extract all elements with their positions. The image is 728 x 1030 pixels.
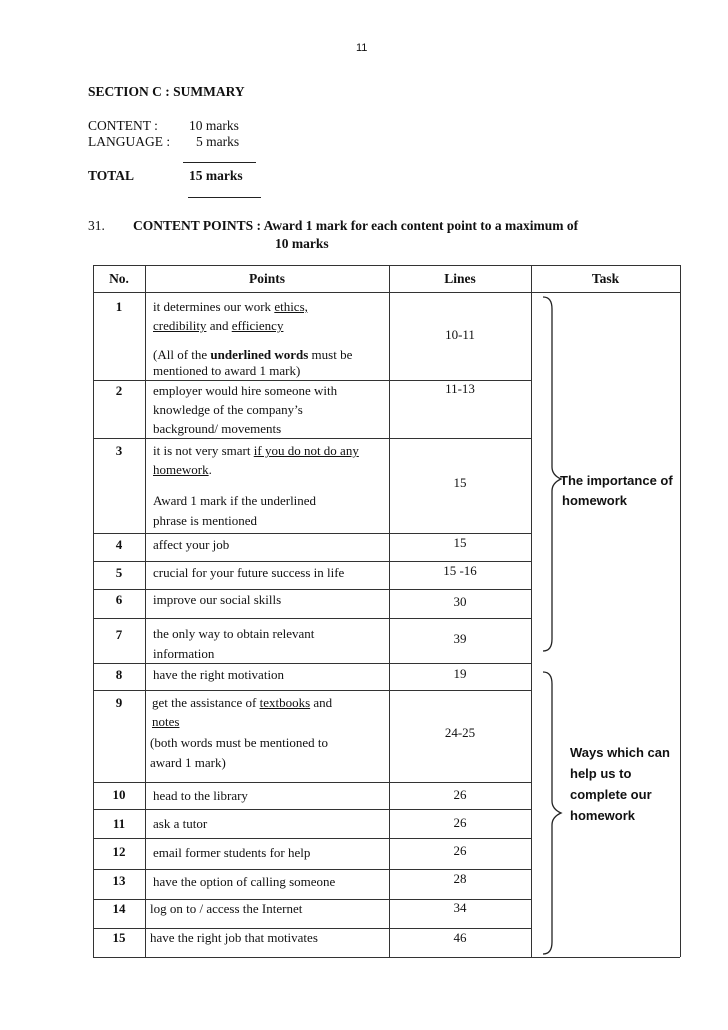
content-label: CONTENT :: [88, 118, 158, 133]
row-number: 7: [115, 627, 123, 642]
line-ref: 24-25: [444, 725, 476, 740]
task-importance-line1: The importance of: [560, 473, 673, 488]
point-text: [153, 316, 283, 335]
note-bold: underlined words: [210, 347, 309, 362]
row-divider: [93, 292, 680, 293]
point-text: have the right motivation: [153, 667, 285, 682]
point-text: homework.: [153, 462, 212, 477]
row-divider: [93, 265, 680, 266]
point-text-part: it determines our work: [153, 299, 275, 314]
page-number: 11: [356, 42, 368, 54]
point-text: have the right job that motivates: [150, 930, 318, 945]
point-text-part: it is not very smart: [153, 443, 254, 458]
sum-rule-top: [183, 162, 256, 163]
row-divider: [93, 809, 531, 810]
content-value: 10 marks: [189, 118, 239, 133]
line-ref: 30: [453, 594, 467, 609]
point-text-part: and: [310, 695, 333, 710]
point-text: the only way to obtain relevant: [153, 626, 315, 641]
table-border-right: [680, 265, 681, 957]
task-ways-line1: Ways which can: [570, 745, 670, 760]
point-text: ask a tutor: [153, 816, 208, 831]
note-part: (All of the: [153, 347, 211, 362]
point-text: head to the library: [153, 788, 248, 803]
row-number: 2: [115, 383, 123, 398]
underlined-keyword: notes: [152, 714, 180, 729]
row-number: 11: [112, 816, 126, 831]
line-ref: 46: [453, 930, 467, 945]
line-ref: 34: [453, 900, 467, 915]
point-text-part: and: [206, 318, 232, 333]
question-instruction-cont: 10 marks: [275, 236, 329, 251]
row-divider: [93, 618, 531, 619]
underlined-keyword: efficiency: [231, 318, 284, 333]
marking-note: phrase is mentioned: [153, 513, 257, 528]
header-lines: Lines: [444, 271, 476, 286]
task-importance-line2: homework: [562, 493, 628, 508]
total-value: 15 marks: [189, 168, 243, 183]
line-ref: 11-13: [445, 381, 475, 396]
row-divider: [93, 838, 531, 839]
point-text: affect your job: [153, 537, 230, 552]
task-ways-line2: help us to: [570, 766, 632, 781]
point-text: knowledge of the company’s: [153, 402, 303, 417]
marking-note: (both words must be mentioned to: [150, 735, 329, 750]
header-points: Points: [248, 271, 285, 286]
task-ways-line3: complete our: [570, 787, 652, 802]
row-divider: [93, 782, 531, 783]
line-ref: 28: [453, 871, 467, 886]
col-divider: [531, 265, 532, 957]
line-ref: 10-11: [445, 327, 475, 342]
sum-rule-bottom: [188, 197, 261, 198]
point-text: [152, 693, 332, 712]
marking-note: Award 1 mark if the underlined: [153, 493, 317, 508]
language-value: 5 marks: [196, 134, 240, 149]
row-divider: [93, 438, 531, 439]
point-text: have the option of calling someone: [153, 874, 336, 889]
col-divider: [145, 265, 146, 957]
point-text: information: [153, 646, 215, 661]
task-ways-line4: homework: [570, 808, 636, 823]
row-number: 4: [115, 537, 123, 552]
row-number: 5: [115, 565, 123, 580]
language-label: LANGUAGE :: [88, 134, 171, 149]
line-ref: 15: [453, 535, 467, 550]
row-number: 6: [115, 592, 123, 607]
header-no: No.: [109, 271, 129, 286]
line-ref: 19: [453, 666, 467, 681]
question-number: 31.: [88, 218, 105, 233]
row-number: 9: [115, 695, 123, 710]
right-brace-icon: [541, 670, 563, 956]
row-number: 12: [112, 844, 126, 859]
point-text: crucial for your future success in life: [153, 565, 345, 580]
section-title: SECTION C : SUMMARY: [88, 84, 245, 99]
point-text: email former students for help: [153, 845, 311, 860]
row-number: 10: [112, 787, 126, 802]
line-ref: 39: [453, 631, 467, 646]
point-text: employer would hire someone with: [153, 383, 338, 398]
row-number: 14: [112, 901, 126, 916]
table-border-bottom: [93, 957, 680, 958]
row-divider: [93, 690, 531, 691]
note-part: must be: [308, 347, 353, 362]
row-number: 3: [115, 443, 123, 458]
row-number: 8: [115, 667, 123, 682]
underlined-keyword: credibility: [153, 318, 207, 333]
point-text: background/ movements: [153, 421, 282, 436]
line-ref: 15 -16: [443, 563, 477, 578]
total-label: TOTAL: [88, 168, 135, 183]
line-ref: 26: [453, 815, 467, 830]
underlined-keyword: ethics,: [274, 299, 308, 314]
row-number: 1: [115, 299, 123, 314]
line-ref: 26: [453, 843, 467, 858]
point-text-part: get the assistance of: [152, 695, 260, 710]
point-text: [153, 297, 308, 316]
point-text: [152, 712, 179, 731]
marking-note: award 1 mark): [150, 755, 226, 770]
underlined-keyword: textbooks: [259, 695, 311, 710]
row-number: 15: [112, 930, 126, 945]
point-text: log on to / access the Internet: [150, 901, 303, 916]
line-ref: 26: [453, 787, 467, 802]
underlined-phrase: if you do not do any: [253, 443, 359, 458]
point-text: [153, 441, 359, 460]
header-task: Task: [591, 271, 620, 286]
underlined-phrase: homework: [153, 462, 209, 477]
question-instruction: CONTENT POINTS : Award 1 mark for each content point to a maximum of: [133, 218, 579, 233]
row-number: 13: [112, 873, 126, 888]
line-ref: 15: [453, 475, 467, 490]
point-text: improve our social skills: [153, 592, 282, 607]
content-points-table: [93, 265, 680, 957]
marking-note: mentioned to award 1 mark): [153, 363, 301, 378]
